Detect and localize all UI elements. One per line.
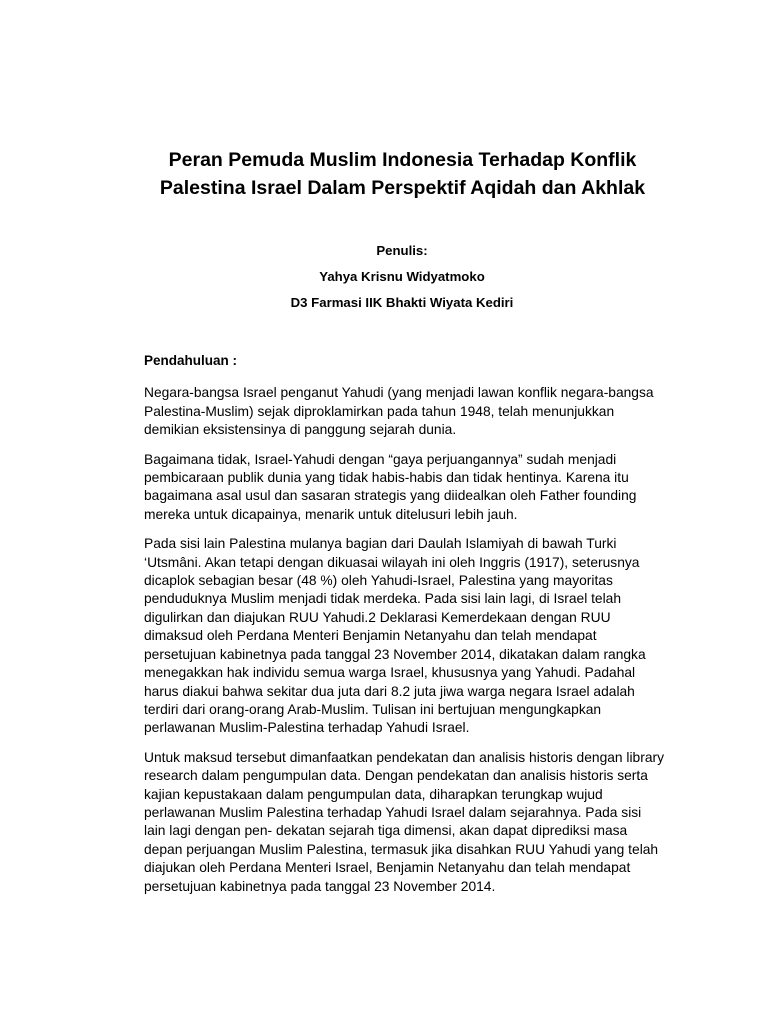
paragraph-2: Bagaimana tidak, Israel-Yahudi dengan “gaya perjuangannya” sudah menjadi pembicaraan publik dunia yang tidak habis-habis dan tidak hentinya. Karena itu bagaimana asal usul dan sasaran strategis yang diidealkan oleh Father founding mereka untuk dicapainya, menarik untuk ditelusuri lebih jauh. [144, 451, 637, 522]
author-affiliation: D3 Farmasi IIK Bhakti Wiyata Kediri [290, 295, 514, 310]
paragraph-3: Pada sisi lain Palestina mulanya bagian dari Daulah Islamiyah di bawah Turki ‘Utsmâni. Akan tetapi dengan dikuasai wilayah ini oleh Inggris (1917), seterusnya dicaplok sebagian besar (48 %) oleh Yahudi-Israel, Palestina yang mayoritas penduduknya Muslim menjadi tidak merdeka. Pada sisi lain lagi, di Israel telah digulirkan dan diajukan RUU Yahudi.2 Deklarasi Kemerdekaan dengan RUU dimaksud oleh Perdana Menteri Benjamin Netanyahu dan telah mendapat persetujuan kabinetnya pada tanggal 23 November 2014, dikatakan dalam rangka menegakkan hak individu semua warga Israel, khususnya yang Yahudi. Padahal harus diakui bahwa sekitar dua juta dari 8.2 juta jiwa warga negara Israel adalah terdiri dari orang-orang Arab-Muslim. Tulisan ini bertujuan mengungkapkan perlawanan Muslim-Palestina terhadap Yahudi Israel. [144, 536, 646, 736]
paragraph-1: Negara-bangsa Israel penganut Yahudi (yang menjadi lawan konflik negara-bangsa Palestina-Muslim) sejak diproklamirkan pada tahun 1948, telah menunjukkan demikian eksistensinya di panggung sejarah dunia. [144, 385, 654, 438]
document-title [100, 146, 705, 202]
author-label: Penulis: [376, 243, 428, 258]
title-line-1: Peran Pemuda Muslim Indonesia Terhadap Konflik [168, 149, 637, 171]
author-name: Yahya Krisnu Widyatmoko [319, 269, 485, 284]
document-body [144, 352, 664, 907]
author-block [144, 242, 660, 320]
paragraph-4: Untuk maksud tersebut dimanfaatkan pendekatan dan analisis historis dengan library research dalam pengumpulan data. Dengan pendekatan dan analisis historis serta kajian kepustakaan dalam pengumpulan data, diharapkan terungkap wujud perlawanan Muslim Palestina terhadap Yahudi Israel dalam sejarahnya. Pada sisi lain lagi dengan pen- dekatan sejarah tiga dimensi, akan dapat diprediksi masa depan perjuangan Muslim Palestina, termasuk jika disahkan RUU Yahudi yang telah diajukan oleh Perdana Menteri Israel, Benjamin Netanyahu dan telah mendapat persetujuan kabinetnya pada tanggal 23 November 2014. [144, 749, 664, 894]
section-heading: Pendahuluan : [144, 353, 238, 368]
title-line-2: Palestina Israel Dalam Perspektif Aqidah dan Akhlak [159, 177, 646, 199]
